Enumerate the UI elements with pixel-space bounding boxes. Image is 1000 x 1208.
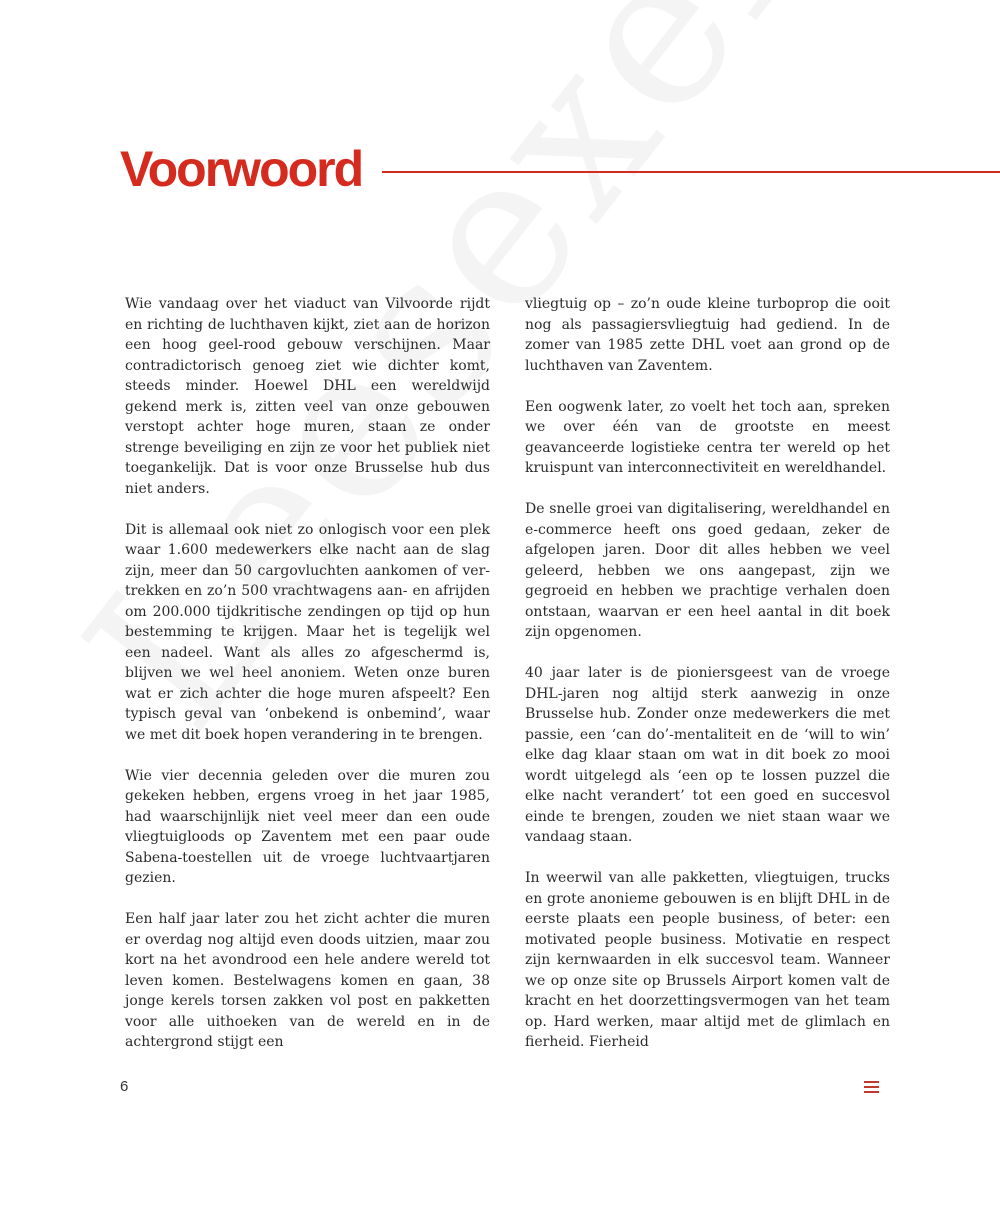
right-column xyxy=(525,294,890,1053)
paragraph: Wie vandaag over het viaduct van Vilvoorde rijdt en richting de luchthaven kijkt, ziet aan de horizon een hoog geel-rood gebouw verschijnen. Maar contradictorisch genoeg ziet wie dichter komt, steeds minder. Hoewel DHL een wereldwijd gekend merk is, zitten veel van onze gebouwen verstopt achter hoge muren, staan ze onder strenge beveiliging en zijn ze voor het publiek niet toegankelijk. Dat is voor onze Brusselse hub dus niet anders. xyxy=(125,296,490,497)
paragraph: vliegtuig op – zo’n oude kleine turboprop die ooit nog als passagiersvliegtuig had gediend. In de zomer van 1985 zette DHL voet aan grond op de luchthaven van Zaventem. xyxy=(525,296,890,374)
paragraph: Een oogwenk later, zo voelt het toch aan, spreken we over één van de grootste en meest geavanceerde logistieke centra ter wereld op het kruispunt van interconnectiviteit en wereldhandel. xyxy=(525,398,890,476)
page-number: 6 xyxy=(120,1078,129,1095)
paragraph: Wie vier decennia geleden over die muren zou gekeken hebben, ergens vroeg in het jaar 1985, had waarschijnlijk niet veel meer dan een oude vliegtuigloods op Zaventem met een paar oude Sabena-toestellen uit de vroege luchtvaartjaren gezien. xyxy=(125,767,490,886)
left-column xyxy=(125,294,490,1053)
body-text xyxy=(125,294,890,1053)
paragraph: Een half jaar later zou het zicht achter die muren er overdag nog altijd even doods uitzien, maar zou kort na het avondrood een hele andere wereld tot leven komen. Bestelwagens komen en gaan, 38 jonge kerels torsen zakken vol post en pakketten voor alle uithoeken van de wereld en in de achtergrond stijgt een xyxy=(125,911,490,1050)
paragraph: In weerwil van alle pakketten, vliegtuigen, trucks en grote anonieme gebouwen is en blijft DHL in de eerste plaats een people business, of beter: een motivated people business. Motivatie en respect zijn kernwaarden in elk succesvol team. Wanneer we op onze site op Brussels Airport komen valt de kracht en het doorzettingsvermogen van het team op. Hard werken, maar altijd met de glimlach en fierheid. Fierheid xyxy=(525,870,890,1050)
hamburger-menu-icon[interactable] xyxy=(864,1081,879,1093)
paragraph: Dit is allemaal ook niet zo onlogisch voor een plek waar 1.600 medewerkers elke nacht aan de slag zijn, meer dan 50 cargovluchten aankomen of vertrekken en zo’n 500 vrachtwagens aan- en afrijden om 200.000 tijdkritische zendingen op tijd op hun bestemming te krijgen. Maar het is tegelijk wel een nadeel. Want als alles zo afgeschermd is, blijven we wel heel anoniem. Weten onze buren wat er zich achter die hoge muren afspeelt? Een typisch geval van ‘onbekend is onbemind’, waar we met dit boek hopen verandering in te brengen. xyxy=(125,521,490,743)
page-title: Voorwoord xyxy=(120,141,363,197)
paragraph: 40 jaar later is de pioniersgeest van de vroege DHL-jaren nog altijd sterk aanwezig in onze Brusselse hub. Zonder onze medewerkers die met passie, een ‘can do’-mentaliteit en de ‘will to win’ elke dag klaar staan om wat in dit boek zo mooi wordt uitgelegd als ‘een op te lossen puzzel die elke nacht verandert’ tot een goed en succesvol einde te brengen, zouden we niet staan waar we vandaag staan. xyxy=(525,665,890,845)
title-row xyxy=(120,140,1000,198)
title-rule xyxy=(382,171,1000,173)
paragraph: De snelle groei van digitalisering, wereldhandel en e-commerce heeft ons goed gedaan, zeker de afgelopen jaren. Door dit alles hebben we veel geleerd, hebben we ons aangepast, zijn we gegroeid en hebben we prachtige verhalen doen ontstaan, waarvan er een heel aantal in dit boek zijn opgenomen. xyxy=(525,501,890,640)
